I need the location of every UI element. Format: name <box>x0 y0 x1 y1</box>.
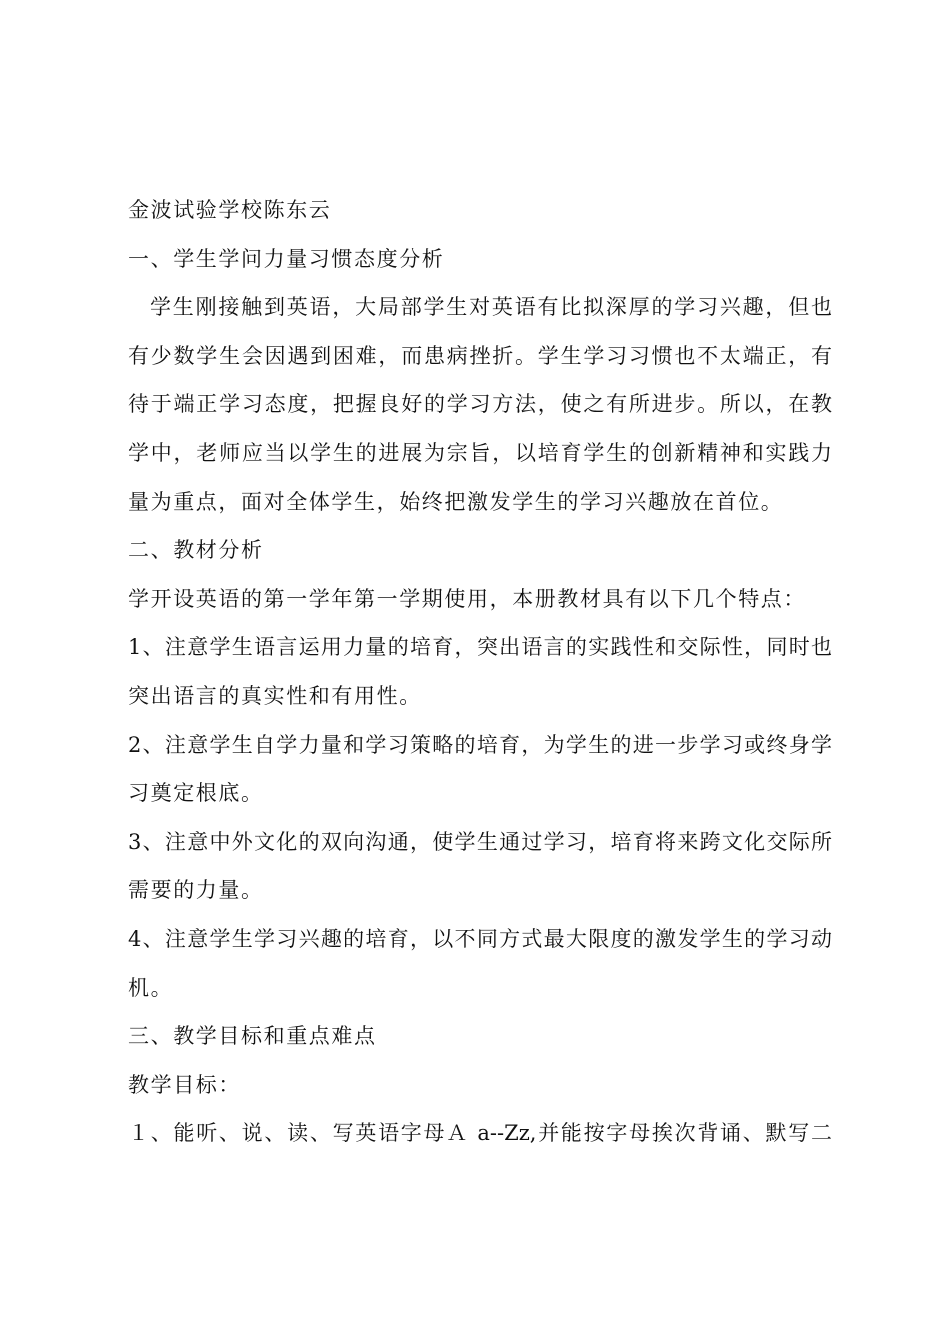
point-4-line: 4、注意学生学习兴趣的培育，以不同方式最大限度的激发学生的学习动 <box>128 926 832 951</box>
point-2-line: 2、注意学生自学力量和学习策略的培育，为学生的进一步学习或终身学 <box>128 732 832 757</box>
section-1-paragraph-line: 学中，老师应当以学生的进展为宗旨，以培育学生的创新精神和实践力 <box>128 440 832 465</box>
point-2-line: 习奠定根底。 <box>128 781 264 806</box>
point-1-line: 1、注意学生语言运用力量的培育，突出语言的实践性和交际性，同时也 <box>128 635 832 660</box>
goal-1-line: １、能听、说、读、写英语字母Ａ a--Zz,并能按字母挨次背诵、默写二 <box>128 1121 832 1146</box>
point-3-line: 需要的力量。 <box>128 878 264 903</box>
document-body <box>128 186 832 1158</box>
author-line: 金波试验学校陈东云 <box>128 198 332 222</box>
section-1-paragraph-line: 量为重点，面对全体学生，始终把激发学生的学习兴趣放在首位。 <box>128 489 784 514</box>
section-1-paragraph-line: 待于端正学习态度，把握良好的学习方法，使之有所进步。所以，在教 <box>128 392 832 417</box>
point-1-line: 突出语言的真实性和有用性。 <box>128 683 422 708</box>
point-3-line: 3、注意中外文化的双向沟通，使学生通过学习，培育将来跨文化交际所 <box>128 829 832 854</box>
section-1-paragraph-line: 有少数学生会因遇到困难，而患病挫折。学生学习习惯也不太端正，有 <box>128 343 832 368</box>
section-1-paragraph-line: 学生刚接触到英语，大局部学生对英语有比拟深厚的学习兴趣，但也 <box>150 295 832 320</box>
section-3-heading: 三、教学目标和重点难点 <box>128 1024 377 1049</box>
section-3-subheading: 教学目标： <box>128 1072 241 1097</box>
section-2-heading: 二、教材分析 <box>128 538 264 563</box>
section-2-intro: 学开设英语的第一学年第一学期使用，本册教材具有以下几个特点： <box>128 586 806 611</box>
section-1-heading: 一、学生学问力量习惯态度分析 <box>128 246 445 271</box>
point-4-line: 机。 <box>128 975 174 1000</box>
